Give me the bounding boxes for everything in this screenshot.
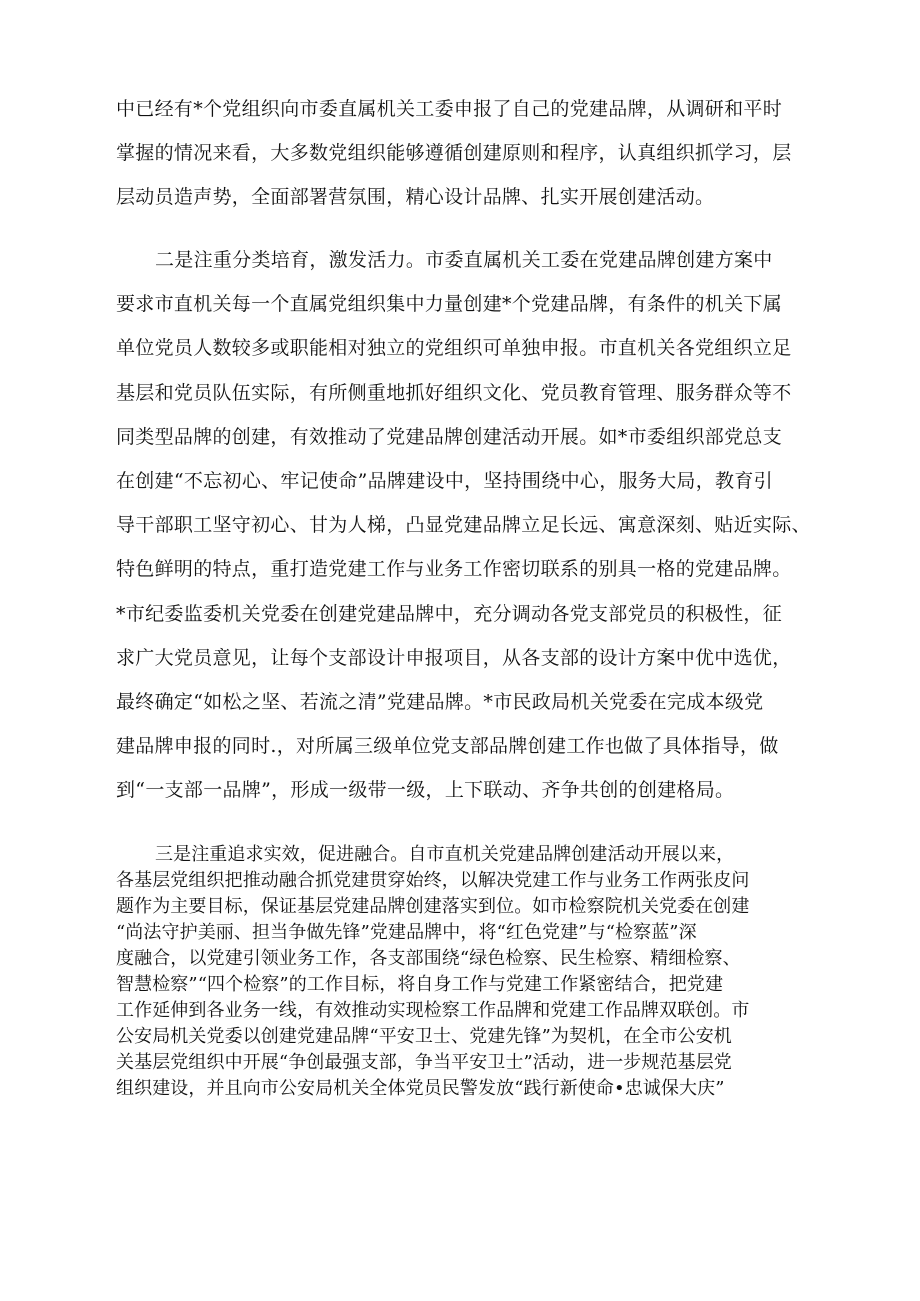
text-line: 智慧检察”“四个检察”的工作目标，将自身工作与党建工作紧密结合，把党建 [116,974,724,995]
text-line: 最终确定“如松之坚、若流之清”党建品牌。*市民政局机关党委在完成本级党 [116,691,764,713]
text-line: 求广大党员意见，让每个支部设计申报项目，从各支部的设计方案中优中选优， [116,647,792,669]
text-line: 组织建设，并且向市公安局机关全体党员民警发放“践行新使命•忠诚保大庆” [116,1078,725,1099]
text-line: 度融合，以党建引领业务工作，各支部围绕“绿色检察、民生检察、精细检察、 [116,948,741,969]
text-line: 公安局机关党委以创建党建品牌“平安卫士、党建先锋”为契机，在全市公安机 [116,1026,732,1047]
text-line: “尚法守护美丽、担当争做先锋”党建品牌中，将“红色党建”与“检察蓝”深 [116,922,697,943]
text-line: 层动员造声势，全面部署营氛围，精心设计品牌、扎实开展创建活动。 [116,186,715,208]
text-line: 基层和党员队伍实际，有所侧重地抓好组织文化、党员教育管理、服务群众等不 [116,382,792,404]
text-line: 特色鲜明的特点，重打造党建工作与业务工作密切联系的别具一格的党建品牌。 [116,558,792,580]
text-line: 三是注重追求实效，促进融合。自市直机关党建品牌创建活动开展以来， [155,844,735,865]
text-line: 建品牌申报的同时.，对所属三级单位党支部品牌创建工作也做了具体指导，做 [116,735,779,757]
text-line: 在创建“不忘初心、牢记使命”品牌建设中，坚持围绕中心，服务大局，教育引 [116,470,773,492]
text-line: 同类型品牌的创建，有效推动了党建品牌创建活动开展。如*市委组织部党总支 [116,426,783,448]
text-line: *市纪委监委机关党委在创建党建品牌中，充分调动各党支部党员的积极性，征 [116,603,783,625]
text-line: 工作延伸到各业务一线，有效推动实现检察工作品牌和党建工作品牌双联创。市 [116,1000,750,1021]
text-line: 各基层党组织把推动融合抓党建贯穿始终，以解决党建工作与业务工作两张皮问 [116,870,750,891]
text-line: 到“一支部一品牌”，形成一级带一级，上下联动、齐争共创的创建格局。 [116,779,735,801]
text-line: 中已经有*个党组织向市委直属机关工委申报了自己的党建品牌，从调研和平时 [116,98,783,120]
text-line: 掌握的情况来看，大多数党组织能够遵循创建原则和程序，认真组织抓学习，层 [116,142,792,164]
text-line: 要求市直机关每一个直属党组织集中力量创建*个党建品牌，有条件的机关下属 [116,293,783,315]
text-line: 导干部职工坚守初心、甘为人梯，凸显党建品牌立足长远、寓意深刻、贴近实际、 [116,514,811,536]
text-line: 题作为主要目标，保证基层党建品牌创建落实到位。如市检察院机关党委在创建 [116,896,750,917]
text-line: 二是注重分类培育，激发活力。市委直属机关工委在党建品牌创建方案中 [155,249,773,271]
text-line: 单位党员人数较多或职能相对独立的党组织可单独申报。市直机关各党组织立足 [116,337,792,359]
text-line: 关基层党组织中开展“争创最强支部，争当平安卫士”活动，进一步规范基层党 [116,1052,732,1073]
